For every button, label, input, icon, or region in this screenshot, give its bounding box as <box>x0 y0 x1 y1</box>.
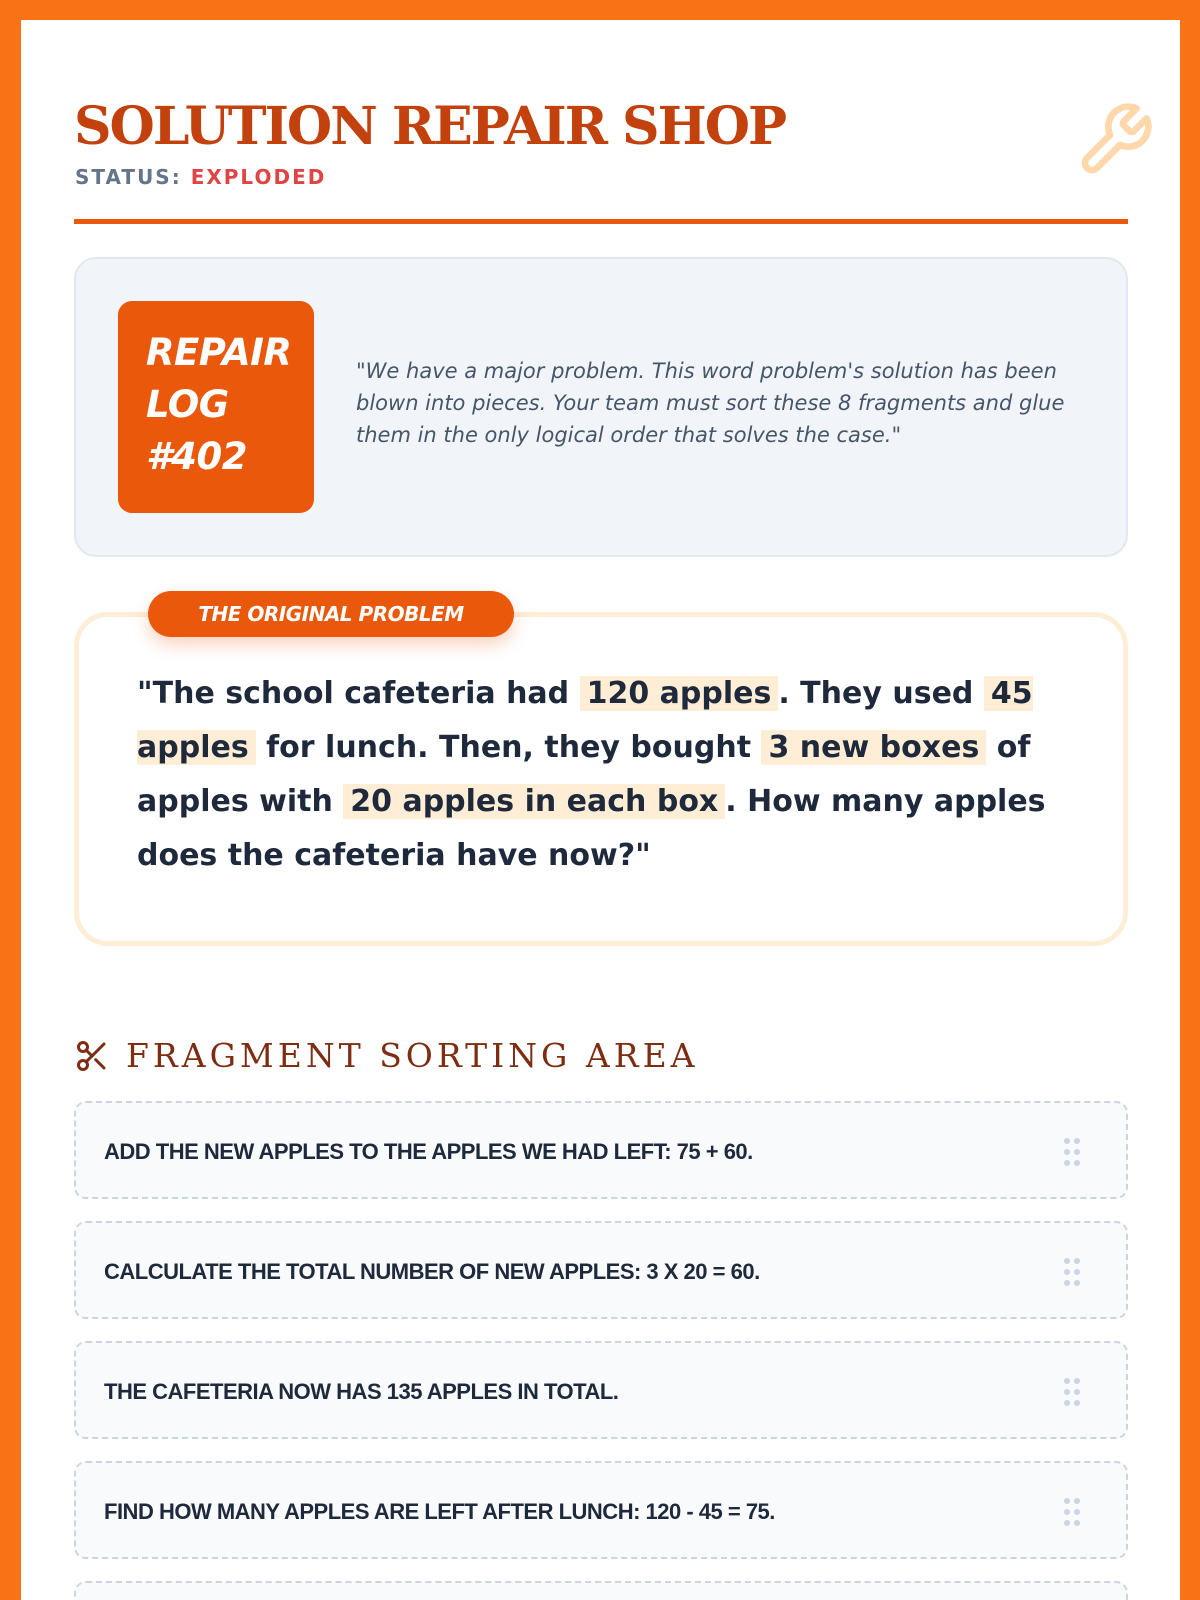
fragment-list <box>74 1101 1128 1600</box>
page-title: SOLUTION REPAIR SHOP <box>74 96 786 157</box>
drag-handle-icon[interactable] <box>1062 1136 1082 1168</box>
problem-text-segment: . They used <box>778 676 984 711</box>
sorting-area-header <box>74 1030 774 1082</box>
fragment-text: FIND HOW MANY APPLES ARE LEFT AFTER LUNCH: 120 - 45 = 75. <box>104 1499 775 1524</box>
original-problem-card <box>74 612 1128 946</box>
drag-handle-icon[interactable] <box>1062 1256 1082 1288</box>
fragment-card[interactable] <box>74 1341 1128 1439</box>
problem-text-segment: of apples with <box>137 730 1031 819</box>
fragment-text: CALCULATE THE TOTAL NUMBER OF NEW APPLES: 3 X 20 = 60. <box>104 1259 760 1284</box>
sorting-area-title: FRAGMENT SORTING AREA <box>126 1036 699 1075</box>
fragment-text: ADD THE NEW APPLES TO THE APPLES WE HAD LEFT: 75 + 60. <box>104 1139 753 1164</box>
mission-quote: "We have a major problem. This word problem's solution has been blown into pieces. Your team must sort these 8 fragments and glue them in the only logical order that solves the case." <box>356 359 1065 447</box>
fragment-card[interactable] <box>74 1221 1128 1319</box>
repair-log-badge <box>118 301 314 513</box>
fragment-card-partial[interactable] <box>74 1581 1128 1600</box>
problem-text-segment: . How many apples does the cafeteria have now?" <box>137 784 1046 873</box>
log-line-3: #402 <box>146 435 247 478</box>
highlighted-quantity: 20 apples in each box <box>343 784 725 819</box>
fragment-text: THE CAFETERIA NOW HAS 135 APPLES IN TOTAL. <box>104 1379 619 1404</box>
log-line-1: REPAIR <box>146 331 292 374</box>
fragment-card[interactable] <box>74 1461 1128 1559</box>
repair-sheet <box>21 20 1180 1600</box>
problem-text <box>137 667 1047 883</box>
problem-text-segment: for lunch. Then, they bought <box>255 730 762 765</box>
status-line <box>75 165 326 189</box>
drag-handle-icon[interactable] <box>1062 1376 1082 1408</box>
highlighted-quantity: 120 apples <box>580 676 779 711</box>
highlighted-quantity: 3 new boxes <box>761 730 986 765</box>
status-value: EXPLODED <box>190 165 327 189</box>
mission-brief <box>74 257 1128 557</box>
page-header <box>74 78 1128 224</box>
scissors-icon <box>74 1038 110 1074</box>
wrench-icon <box>1075 100 1155 180</box>
status-label: STATUS: <box>75 165 182 189</box>
problem-tag: THE ORIGINAL PROBLEM <box>148 591 514 637</box>
fragment-card[interactable] <box>74 1101 1128 1199</box>
highlighted-quantity: 45 apples <box>137 676 1033 765</box>
log-line-2: LOG <box>146 383 229 426</box>
problem-text-segment: "The school cafeteria had <box>137 676 580 711</box>
drag-handle-icon[interactable] <box>1062 1496 1082 1528</box>
